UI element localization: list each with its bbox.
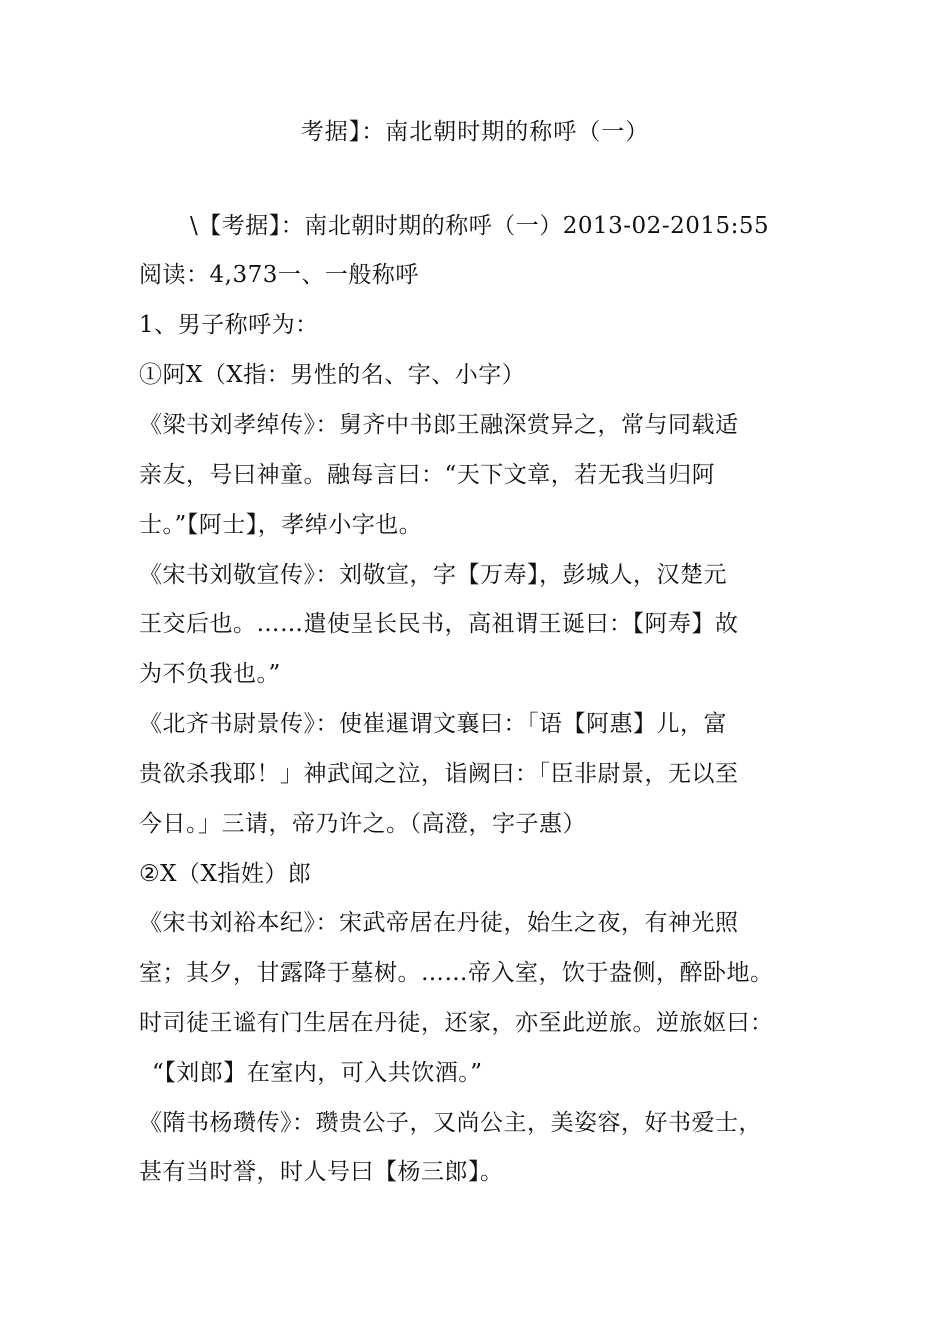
text-line-3: 1、男子称呼为：	[139, 312, 319, 338]
text-line-2: 阅读：4,373一、一般称呼	[139, 262, 419, 288]
document-title: 考据】：南北朝时期的称呼（一）	[300, 119, 650, 145]
text-line-5: 《梁书刘孝绰传》：舅齐中书郎王融深赏异之，常与同载适	[139, 412, 739, 438]
text-line-14: ②X（X指姓）郎	[139, 861, 312, 887]
text-line-7: 士。”【阿士】，孝绰小字也。	[139, 512, 423, 538]
text-line-12: 贵欲杀我耶！」神武闻之泣，诣阙曰：「臣非尉景，无以至	[139, 761, 739, 787]
text-line-1: \【考据】：南北朝时期的称呼（一）2013-02-2015:55	[190, 213, 770, 239]
text-line-19: 《隋书杨瓒传》：瓒贵公子，又尚公主，美姿容，好书爱士，	[139, 1110, 762, 1136]
text-line-11: 《北齐书尉景传》：使崔暹谓文襄曰：「语【阿惠】儿，富	[139, 711, 727, 737]
text-line-15: 《宋书刘裕本纪》：宋武帝居在丹徒，始生之夜，有神光照	[139, 910, 739, 936]
text-line-13: 今日。」三请，帝乃许之。（高澄，字子惠）	[139, 811, 586, 837]
text-line-8: 《宋书刘敬宣传》：刘敬宣，字【万寿】，彭城人，汉楚元	[139, 562, 727, 588]
text-line-20: 甚有当时誉，时人号曰【杨三郎】。	[139, 1159, 504, 1185]
text-line-16: 室；其夕，甘露降于墓树。……帝入室，饮于盎侧，醉卧地。	[139, 960, 774, 986]
text-line-4: ①阿X（X指：男性的名、字、小字）	[139, 362, 526, 388]
text-line-9: 王交后也。……遣使呈长民书，高祖谓王诞曰：【阿寿】故	[139, 611, 739, 637]
text-line-10: 为不负我也。”	[139, 661, 281, 687]
text-line-18: “【刘郎】在室内，可入共饮酒。”	[152, 1060, 483, 1086]
text-line-6: 亲友，号曰神童。融每言曰：“天下文章，若无我当归阿	[139, 462, 716, 488]
text-line-17: 时司徒王谧有门生居在丹徒，还家，亦至此逆旅。逆旅妪曰：	[139, 1010, 774, 1036]
